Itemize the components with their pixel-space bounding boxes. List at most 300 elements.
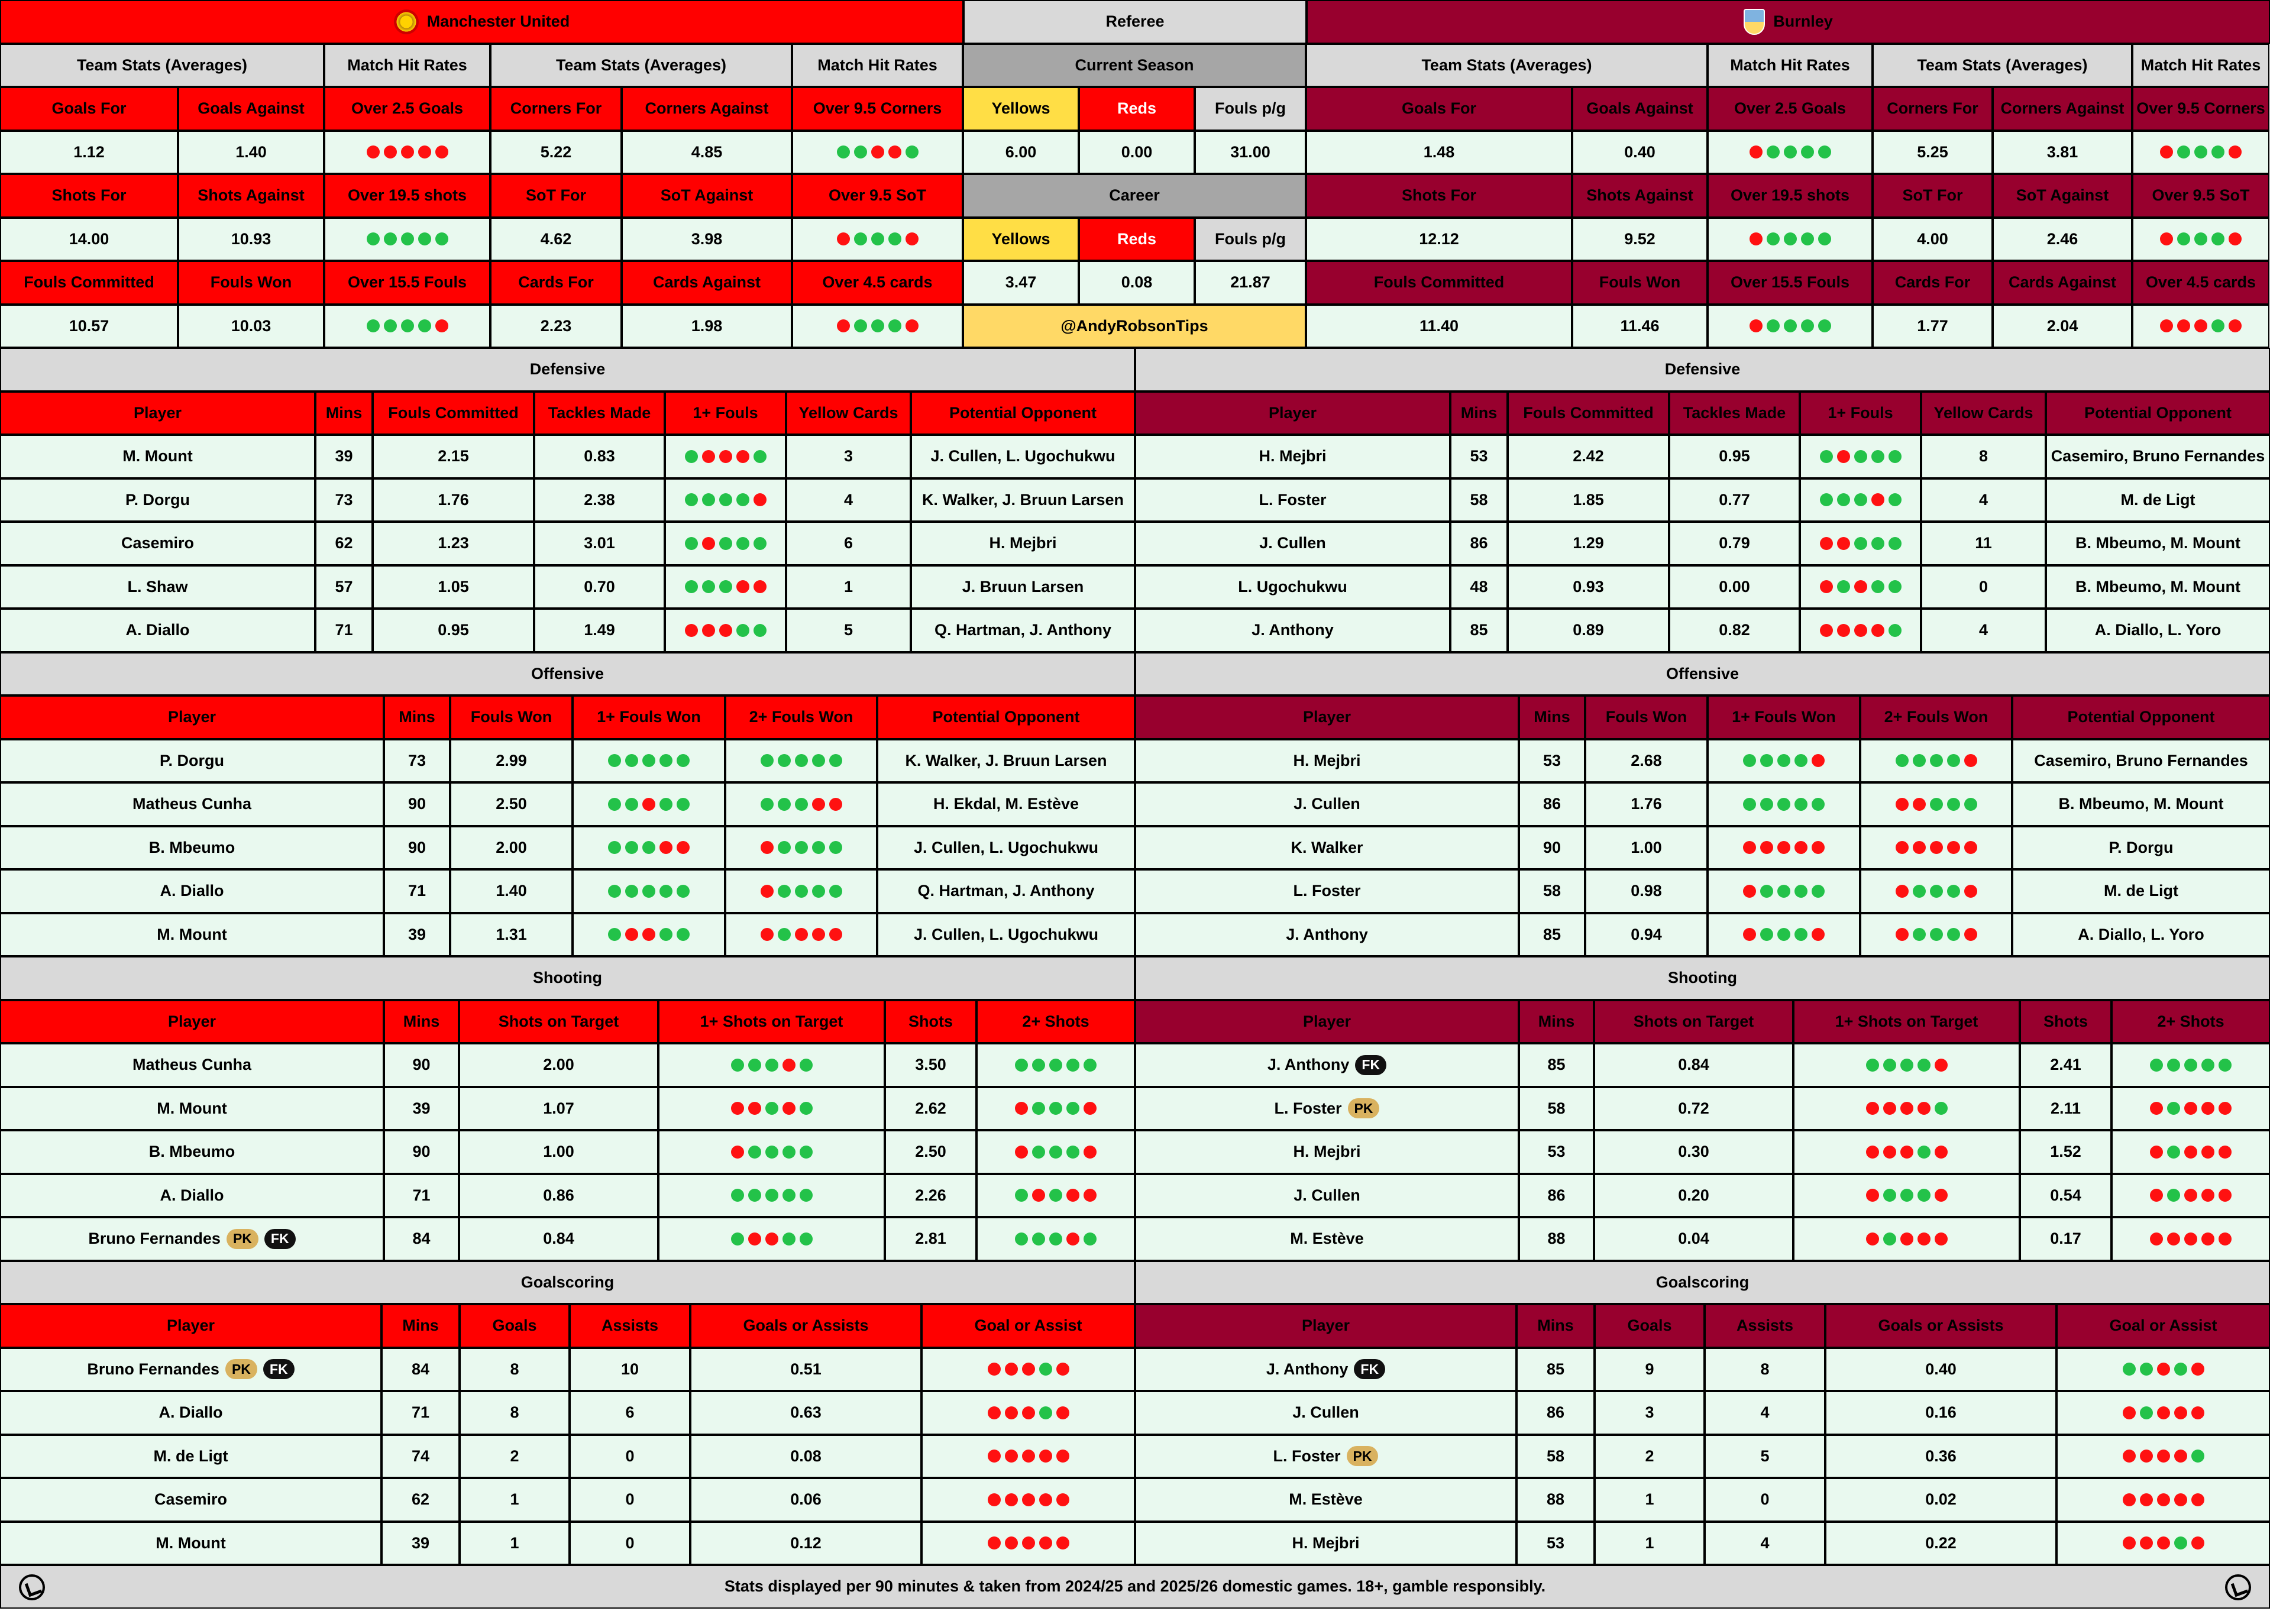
- player-name: H. Mejbri: [1259, 447, 1327, 465]
- red-dot-icon: [1896, 841, 1909, 854]
- red-dot-icon: [719, 450, 732, 463]
- red-dot-icon: [988, 1536, 1001, 1549]
- green-dot-icon: [1812, 798, 1825, 811]
- value-mins: 74: [381, 1435, 460, 1479]
- dot-group: [2123, 1450, 2204, 1463]
- green-dot-icon: [1049, 1059, 1062, 1072]
- player-name: J. Cullen: [1294, 795, 1360, 813]
- green-dot-icon: [1039, 1363, 1052, 1376]
- value-fc: 2.42: [1508, 435, 1669, 478]
- green-dot-icon: [1760, 928, 1773, 941]
- red-dot-icon: [435, 145, 448, 158]
- home-sot_for: 4.62: [490, 218, 622, 261]
- column-header: Shots on Target: [1594, 1000, 1793, 1044]
- green-dot-icon: [1818, 232, 1831, 245]
- red-dot-icon: [1022, 1406, 1035, 1419]
- hit-rate-dots: [1793, 1087, 2020, 1131]
- value-sh: 2.62: [885, 1087, 976, 1131]
- dot-group: [988, 1406, 1069, 1419]
- value-fw: 1.31: [450, 913, 573, 957]
- green-dot-icon: [1049, 1232, 1062, 1246]
- green-dot-icon: [1854, 493, 1867, 506]
- column-header: Yellow Cards: [786, 392, 911, 435]
- value-mins: 85: [1519, 913, 1585, 957]
- current-season-header: Current Season: [963, 44, 1306, 88]
- column-header: 1+ Shots on Target: [658, 1000, 885, 1044]
- hit-rate-dots: [573, 869, 725, 913]
- red-dot-icon: [2201, 1232, 2214, 1246]
- hit-rate-dots: [665, 478, 786, 522]
- red-dot-icon: [736, 450, 749, 463]
- green-dot-icon: [1812, 885, 1825, 898]
- red-dot-icon: [731, 1146, 744, 1159]
- red-dot-icon: [1084, 1189, 1097, 1202]
- green-dot-icon: [778, 928, 791, 941]
- value-ga: 0.12: [690, 1522, 921, 1565]
- value-mins: 85: [1450, 609, 1508, 652]
- red-dot-icon: [1812, 754, 1825, 767]
- green-dot-icon: [1917, 1189, 1931, 1202]
- value-g: 8: [460, 1348, 570, 1392]
- red-dot-icon: [1777, 841, 1790, 854]
- player-name-cell: [0, 1391, 381, 1435]
- red-dot-icon: [2157, 1536, 2170, 1549]
- away-corners_against: 3.81: [1993, 131, 2132, 174]
- table-row: [0, 782, 2270, 826]
- value-fc: 1.76: [373, 478, 534, 522]
- green-dot-icon: [1883, 1232, 1896, 1246]
- penalty-badge: PK: [1347, 1446, 1379, 1466]
- green-dot-icon: [719, 580, 732, 593]
- green-dot-icon: [2211, 319, 2224, 332]
- dot-group: [988, 1536, 1069, 1549]
- red-dot-icon: [685, 624, 698, 637]
- red-dot-icon: [1743, 885, 1756, 898]
- value-mins: 88: [1516, 1478, 1595, 1522]
- value-mins: 88: [1519, 1217, 1594, 1261]
- value-fc: 1.05: [373, 565, 534, 609]
- player-name: M. Mount: [122, 447, 193, 465]
- green-dot-icon: [1039, 1406, 1052, 1419]
- table-row: [0, 1087, 2270, 1131]
- hit-rate-dots: [1800, 435, 1921, 478]
- value-a: 4: [1705, 1391, 1825, 1435]
- player-name: M. Mount: [157, 925, 227, 943]
- red-dot-icon: [1084, 1146, 1097, 1159]
- green-dot-icon: [608, 841, 621, 854]
- hit-rate-dots: [1860, 782, 2012, 826]
- column-header: 1+ Shots on Target: [1793, 1000, 2020, 1044]
- player-name-cell: [0, 1174, 384, 1218]
- hit-rate-dots: [1708, 739, 1860, 783]
- column-header: Player: [0, 1304, 381, 1348]
- value-a: 8: [1705, 1348, 1825, 1392]
- dot-group: [1015, 1232, 1097, 1246]
- value-mins: 85: [1516, 1348, 1595, 1392]
- table-row: [0, 1130, 2270, 1174]
- value-ga: 0.22: [1825, 1522, 2056, 1565]
- section-title-goalscoring: Goalscoring: [0, 1261, 1135, 1305]
- hit-rate-dots: [1860, 826, 2012, 870]
- stat-label-fouls_committed: Fouls Committed: [1306, 261, 1572, 305]
- group-header: Match Hit Rates: [792, 44, 963, 88]
- red-dot-icon: [1896, 928, 1909, 941]
- column-header: Shots: [2020, 1000, 2111, 1044]
- hit-rate-dots: [2111, 1087, 2270, 1131]
- value-fc: 1.29: [1508, 522, 1669, 565]
- hit-rate-dots: [1800, 565, 1921, 609]
- green-dot-icon: [2167, 1146, 2180, 1159]
- player-name: M. de Ligt: [153, 1447, 228, 1465]
- table-row: [0, 1348, 2270, 1392]
- red-dot-icon: [2219, 1189, 2232, 1202]
- red-dot-icon: [1854, 624, 1867, 637]
- red-dot-icon: [1900, 1232, 1913, 1246]
- hit-rate-dots: [324, 218, 490, 261]
- red-dot-icon: [754, 580, 767, 593]
- section-title-goalscoring: Goalscoring: [1135, 1261, 2270, 1305]
- dot-group: [2150, 1102, 2232, 1115]
- value-sh: 2.41: [2020, 1043, 2111, 1087]
- green-dot-icon: [1015, 1232, 1028, 1246]
- value-yc: 4: [786, 478, 911, 522]
- table-row: [0, 261, 2270, 305]
- player-name: Casemiro: [121, 534, 195, 552]
- red-dot-icon: [1760, 841, 1773, 854]
- value-mins: 90: [384, 782, 450, 826]
- burnley-crest-icon: [1744, 9, 1765, 35]
- section-title-offensive: Offensive: [0, 652, 1135, 696]
- value-fc: 2.15: [373, 435, 534, 478]
- red-dot-icon: [1750, 145, 1763, 158]
- hit-rate-dots: [658, 1043, 885, 1087]
- value-fw: 2.50: [450, 782, 573, 826]
- dot-group: [685, 580, 767, 593]
- handle-label: @AndyRobsonTips: [963, 305, 1306, 348]
- red-dot-icon: [988, 1406, 1001, 1419]
- hit-rate-dots: [1800, 609, 1921, 652]
- column-header: Player: [0, 1000, 384, 1044]
- dot-group: [1896, 798, 1977, 811]
- red-dot-icon: [1005, 1536, 1018, 1549]
- ref-value-fouls: 21.87: [1195, 261, 1306, 305]
- green-dot-icon: [702, 493, 715, 506]
- red-dot-icon: [1794, 841, 1807, 854]
- player-name: K. Walker: [1291, 838, 1363, 856]
- value-opp: B. Mbeumo, M. Mount: [2046, 522, 2270, 565]
- red-dot-icon: [1820, 580, 1833, 593]
- player-name-cell: [0, 913, 384, 957]
- column-header: 2+ Fouls Won: [725, 695, 877, 739]
- value-tk: 0.00: [1669, 565, 1800, 609]
- red-dot-icon: [367, 145, 380, 158]
- value-ga: 0.63: [690, 1391, 921, 1435]
- green-dot-icon: [1760, 798, 1773, 811]
- hit-rate-dots: [1708, 305, 1873, 348]
- value-mins: 58: [1519, 1087, 1594, 1131]
- dot-group: [837, 145, 919, 158]
- table-row: [0, 1261, 2270, 1305]
- red-dot-icon: [642, 798, 655, 811]
- player-name-cell: [0, 1348, 381, 1392]
- dot-group: [1015, 1102, 1097, 1115]
- green-dot-icon: [642, 841, 655, 854]
- stat-label-over195: Over 19.5 shots: [324, 174, 490, 218]
- stat-label-over155: Over 15.5 Fouls: [1708, 261, 1873, 305]
- red-dot-icon: [837, 232, 850, 245]
- value-tk: 0.79: [1669, 522, 1800, 565]
- red-dot-icon: [1812, 841, 1825, 854]
- value-tk: 1.49: [534, 609, 665, 652]
- player-name: L. Foster: [1259, 490, 1327, 509]
- stat-label-goals_against: Goals Against: [1572, 87, 1708, 131]
- red-dot-icon: [1964, 885, 1977, 898]
- hit-rate-dots: [921, 1478, 1135, 1522]
- red-dot-icon: [401, 145, 414, 158]
- red-dot-icon: [2123, 1536, 2136, 1549]
- green-dot-icon: [384, 232, 397, 245]
- red-dot-icon: [2140, 1450, 2153, 1463]
- green-dot-icon: [435, 232, 448, 245]
- green-dot-icon: [625, 841, 638, 854]
- green-dot-icon: [812, 754, 825, 767]
- green-dot-icon: [677, 798, 690, 811]
- value-mins: 57: [315, 565, 373, 609]
- green-dot-icon: [1801, 319, 1814, 332]
- stat-label-sot_against: SoT Against: [622, 174, 792, 218]
- hit-rate-dots: [921, 1391, 1135, 1435]
- value-a: 10: [570, 1348, 690, 1392]
- value-opp: K. Walker, J. Bruun Larsen: [911, 478, 1135, 522]
- stat-label-over95sot: Over 9.5 SoT: [792, 174, 963, 218]
- section-title-shooting: Shooting: [0, 956, 1135, 1000]
- stat-label-over95sot: Over 9.5 SoT: [2132, 174, 2269, 218]
- hit-rate-dots: [658, 1087, 885, 1131]
- value-fw: 2.00: [450, 826, 573, 870]
- player-name-cell: [0, 782, 384, 826]
- player-name-cell: [0, 565, 315, 609]
- red-dot-icon: [1964, 928, 1977, 941]
- value-opp: K. Walker, J. Bruun Larsen: [877, 739, 1135, 783]
- red-dot-icon: [1022, 1363, 1035, 1376]
- column-header: Potential Opponent: [2046, 392, 2270, 435]
- dot-group: [761, 885, 842, 898]
- column-header: Assists: [570, 1304, 690, 1348]
- value-g: 8: [460, 1391, 570, 1435]
- red-dot-icon: [906, 319, 919, 332]
- dot-group: [685, 624, 767, 637]
- red-dot-icon: [1883, 1102, 1896, 1115]
- value-mins: 53: [1519, 1130, 1594, 1174]
- value-g: 2: [1595, 1435, 1705, 1479]
- hit-rate-dots: [1800, 522, 1921, 565]
- player-name-cell: [1135, 478, 1450, 522]
- dot-group: [608, 928, 690, 941]
- column-header: Mins: [1450, 392, 1508, 435]
- green-dot-icon: [625, 885, 638, 898]
- column-header: 2+ Fouls Won: [1860, 695, 2012, 739]
- ref-value-fouls: 31.00: [1195, 131, 1306, 174]
- dot-group: [608, 798, 690, 811]
- red-dot-icon: [2229, 232, 2242, 245]
- value-a: 0: [570, 1478, 690, 1522]
- red-dot-icon: [1056, 1450, 1069, 1463]
- red-dot-icon: [748, 1102, 761, 1115]
- green-dot-icon: [418, 232, 431, 245]
- red-dot-icon: [1750, 319, 1763, 332]
- dot-group: [1743, 928, 1825, 941]
- red-dot-icon: [384, 145, 397, 158]
- penalty-badge: PK: [1348, 1098, 1380, 1118]
- player-name: L. Ugochukwu: [1238, 577, 1347, 596]
- value-opp: H. Mejbri: [911, 522, 1135, 565]
- stat-label-goals_for: Goals For: [0, 87, 178, 131]
- green-dot-icon: [778, 885, 791, 898]
- table-row: [0, 392, 2270, 435]
- group-header: Team Stats (Averages): [1873, 44, 2132, 88]
- stat-label-sot_against: SoT Against: [1993, 174, 2132, 218]
- green-dot-icon: [1913, 885, 1926, 898]
- column-header: Shots on Target: [459, 1000, 658, 1044]
- green-dot-icon: [1777, 798, 1790, 811]
- hit-rate-dots: [1708, 913, 1860, 957]
- value-g: 2: [460, 1435, 570, 1479]
- value-yc: 1: [786, 565, 911, 609]
- hit-rate-dots: [2111, 1217, 2270, 1261]
- dot-group: [685, 493, 767, 506]
- green-dot-icon: [677, 885, 690, 898]
- green-dot-icon: [1760, 754, 1773, 767]
- player-name-cell: [1135, 565, 1450, 609]
- hit-rate-dots: [921, 1348, 1135, 1392]
- away-team-name: Burnley: [1773, 12, 1833, 31]
- green-dot-icon: [1032, 1102, 1045, 1115]
- value-mins: 71: [384, 1174, 459, 1218]
- red-dot-icon: [2191, 1406, 2204, 1419]
- green-dot-icon: [2194, 232, 2207, 245]
- red-dot-icon: [2194, 319, 2207, 332]
- hit-rate-dots: [2056, 1522, 2270, 1565]
- hit-rate-dots: [2132, 305, 2269, 348]
- red-dot-icon: [1871, 493, 1884, 506]
- value-mins: 84: [384, 1217, 459, 1261]
- green-dot-icon: [748, 1059, 761, 1072]
- dot-group: [1015, 1059, 1097, 1072]
- value-sh: 2.26: [885, 1174, 976, 1218]
- player-name-cell: [1135, 869, 1519, 913]
- value-yc: 3: [786, 435, 911, 478]
- dot-group: [837, 232, 919, 245]
- red-dot-icon: [1743, 928, 1756, 941]
- green-dot-icon: [1917, 1059, 1931, 1072]
- player-name: H. Mejbri: [1292, 1534, 1360, 1552]
- red-dot-icon: [2160, 319, 2173, 332]
- value-mins: 71: [384, 869, 450, 913]
- player-name-cell: [1135, 1217, 1519, 1261]
- hit-rate-dots: [725, 869, 877, 913]
- away-goals_against: 0.40: [1572, 131, 1708, 174]
- stat-label-sot_for: SoT For: [1873, 174, 1993, 218]
- dot-group: [1750, 232, 1831, 245]
- red-dot-icon: [2201, 1146, 2214, 1159]
- hit-rate-dots: [573, 913, 725, 957]
- value-mins: 86: [1450, 522, 1508, 565]
- green-dot-icon: [1947, 928, 1960, 941]
- hit-rate-dots: [725, 739, 877, 783]
- column-header: Goal or Assist: [2056, 1304, 2270, 1348]
- dot-group: [1866, 1059, 1948, 1072]
- green-dot-icon: [1900, 1189, 1913, 1202]
- red-dot-icon: [659, 841, 672, 854]
- away-shots_against: 9.52: [1572, 218, 1708, 261]
- green-dot-icon: [2194, 145, 2207, 158]
- player-name: H. Mejbri: [1293, 751, 1361, 769]
- column-header: Fouls Won: [450, 695, 573, 739]
- value-opp: A. Diallo, L. Yoro: [2046, 609, 2270, 652]
- hit-rate-dots: [976, 1087, 1135, 1131]
- red-dot-icon: [2150, 1232, 2163, 1246]
- dot-group: [1896, 885, 1977, 898]
- green-dot-icon: [765, 1146, 778, 1159]
- table-row: [0, 0, 2270, 44]
- player-name: L. Foster: [1274, 1099, 1342, 1117]
- green-dot-icon: [2184, 1059, 2197, 1072]
- dot-group: [2150, 1232, 2232, 1246]
- green-dot-icon: [2201, 1059, 2214, 1072]
- red-dot-icon: [1935, 1232, 1948, 1246]
- dot-group: [2123, 1493, 2204, 1506]
- free-kick-badge: FK: [1355, 1055, 1386, 1075]
- green-dot-icon: [761, 798, 774, 811]
- green-dot-icon: [754, 537, 767, 550]
- dot-group: [761, 928, 842, 941]
- value-opp: Q. Hartman, J. Anthony: [877, 869, 1135, 913]
- hit-rate-dots: [1708, 869, 1860, 913]
- column-header: Player: [0, 392, 315, 435]
- player-name: Bruno Fernandes: [88, 1230, 221, 1248]
- column-header: Mins: [1519, 695, 1585, 739]
- red-dot-icon: [1022, 1536, 1035, 1549]
- value-mins: 90: [384, 826, 450, 870]
- red-dot-icon: [2157, 1493, 2170, 1506]
- stat-label-cards_for: Cards For: [1873, 261, 1993, 305]
- dot-group: [1866, 1146, 1948, 1159]
- green-dot-icon: [800, 1146, 813, 1159]
- table-row: [0, 435, 2270, 478]
- green-dot-icon: [1032, 1146, 1045, 1159]
- red-dot-icon: [837, 319, 850, 332]
- column-header: Mins: [381, 1304, 460, 1348]
- value-mins: 86: [1519, 1174, 1594, 1218]
- red-dot-icon: [1947, 841, 1960, 854]
- hit-rate-dots: [2111, 1043, 2270, 1087]
- red-dot-icon: [1056, 1406, 1069, 1419]
- hit-rate-dots: [2056, 1348, 2270, 1392]
- value-ga: 0.16: [1825, 1391, 2056, 1435]
- green-dot-icon: [765, 1102, 778, 1115]
- value-fc: 0.89: [1508, 609, 1669, 652]
- green-dot-icon: [1760, 885, 1773, 898]
- dot-group: [1820, 624, 1902, 637]
- stat-label-shots_for: Shots For: [0, 174, 178, 218]
- green-dot-icon: [812, 885, 825, 898]
- table-row: [0, 609, 2270, 652]
- value-mins: 53: [1450, 435, 1508, 478]
- green-dot-icon: [1896, 754, 1909, 767]
- value-opp: B. Mbeumo, M. Mount: [2012, 782, 2270, 826]
- dot-group: [731, 1232, 813, 1246]
- hit-rate-dots: [1708, 131, 1873, 174]
